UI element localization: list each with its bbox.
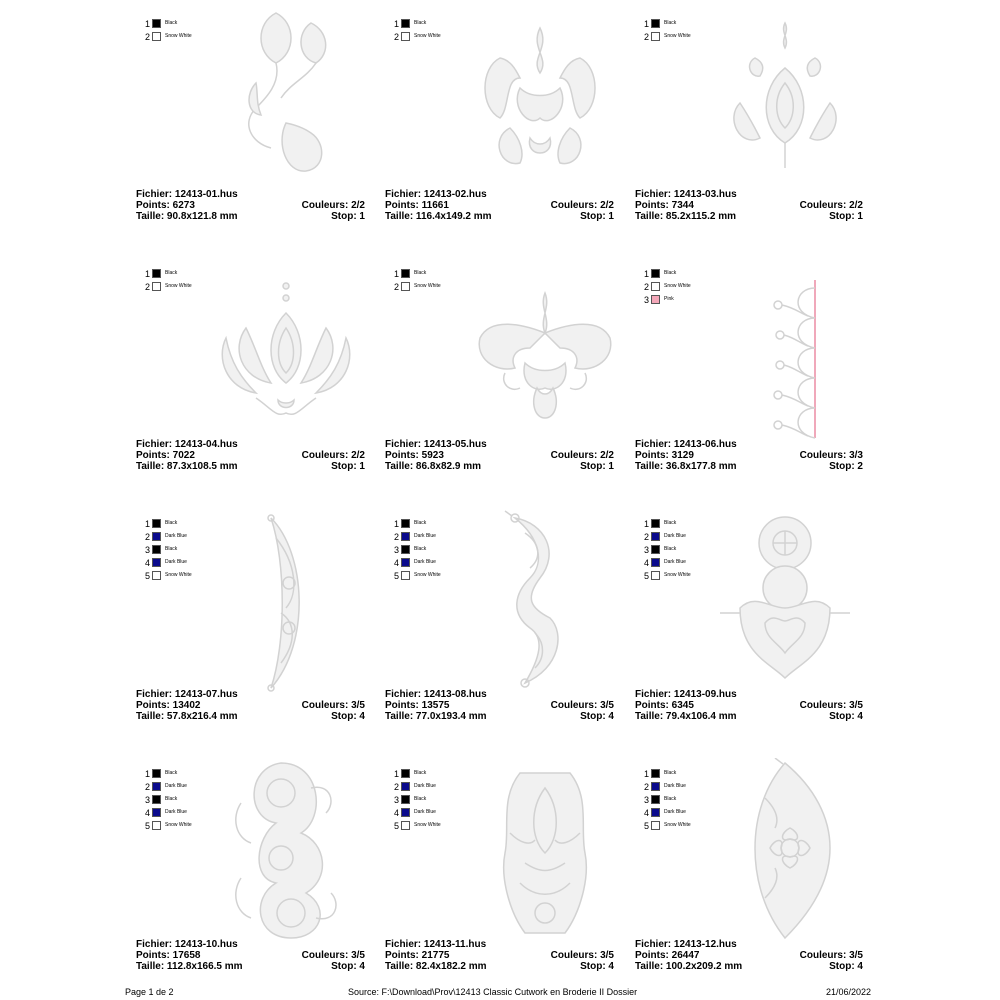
thread-number: 4 <box>144 558 150 568</box>
design-size: Taille: 87.3x108.5 mm <box>136 461 238 472</box>
thread-swatch <box>651 519 660 528</box>
thread-name: Black <box>414 520 427 526</box>
stitch-count: Points: 26447 <box>635 950 700 961</box>
thread-color-row <box>391 531 511 543</box>
thread-swatch <box>152 269 161 278</box>
thread-swatch <box>651 769 660 778</box>
thread-swatch <box>651 269 660 278</box>
thread-number: 4 <box>144 808 150 818</box>
thread-name: Black <box>664 270 677 276</box>
lotus-icon <box>216 278 366 438</box>
thread-number: 2 <box>393 282 399 292</box>
design-size: Taille: 86.8x82.9 mm <box>385 461 481 472</box>
crescent-lace-icon <box>251 513 321 693</box>
thread-number: 4 <box>393 808 399 818</box>
thread-name: Dark Blue <box>414 559 436 565</box>
thread-name: Dark Blue <box>414 533 436 539</box>
thread-number: 1 <box>393 769 399 779</box>
design-size: Taille: 57.8x216.4 mm <box>136 711 238 722</box>
thread-number: 2 <box>144 532 150 542</box>
thread-name: Snow White <box>664 822 691 828</box>
thread-swatch <box>401 532 410 541</box>
thread-swatch <box>401 269 410 278</box>
thread-swatch <box>651 821 660 830</box>
thread-name: Black <box>165 20 178 26</box>
thread-swatch <box>651 808 660 817</box>
design-size: Taille: 82.4x182.2 mm <box>385 961 487 972</box>
stitch-count: Points: 7022 <box>136 450 195 461</box>
design-card <box>136 250 376 500</box>
thread-swatch <box>152 32 161 41</box>
thread-name: Snow White <box>664 33 691 39</box>
file-name: Fichier: 12413-04.hus <box>136 439 238 450</box>
thread-color-row <box>391 557 511 569</box>
thread-swatch <box>401 782 410 791</box>
thread-swatch <box>651 795 660 804</box>
design-card <box>136 0 376 250</box>
stitch-count: Points: 13402 <box>136 700 201 711</box>
thread-name: Dark Blue <box>664 809 686 815</box>
thread-swatch <box>152 795 161 804</box>
thread-number: 1 <box>144 19 150 29</box>
thread-name: Black <box>664 520 677 526</box>
thread-number: 5 <box>643 821 649 831</box>
page-number: Page 1 de 2 <box>125 987 174 997</box>
thread-number: 1 <box>393 269 399 279</box>
thread-number: 1 <box>643 519 649 529</box>
thread-color-row <box>641 268 761 280</box>
design-card <box>385 250 625 500</box>
thread-name: Snow White <box>414 822 441 828</box>
stop-count: Stop: 4 <box>331 961 365 972</box>
thread-swatch <box>651 282 660 291</box>
floral-scroll-icon <box>216 3 356 183</box>
stop-count: Stop: 2 <box>829 461 863 472</box>
color-count: Couleurs: 3/5 <box>550 950 614 961</box>
thread-swatch <box>152 821 161 830</box>
thread-swatch <box>152 558 161 567</box>
color-count: Couleurs: 2/2 <box>550 200 614 211</box>
color-count: Couleurs: 3/3 <box>799 450 863 461</box>
thread-number: 3 <box>144 545 150 555</box>
thread-number: 2 <box>144 782 150 792</box>
thread-number: 2 <box>643 32 649 42</box>
file-name: Fichier: 12413-10.hus <box>136 939 238 950</box>
file-name: Fichier: 12413-06.hus <box>635 439 737 450</box>
thread-name: Black <box>414 770 427 776</box>
design-card <box>385 500 625 750</box>
thread-swatch <box>401 821 410 830</box>
thread-number: 3 <box>393 545 399 555</box>
thread-name: Black <box>165 770 178 776</box>
thread-number: 2 <box>393 32 399 42</box>
thread-swatch <box>651 295 660 304</box>
thread-name: Dark Blue <box>165 533 187 539</box>
heart-circles-icon <box>720 513 850 688</box>
thread-number: 3 <box>643 545 649 555</box>
thread-swatch <box>401 769 410 778</box>
thread-swatch <box>651 32 660 41</box>
thread-number: 3 <box>393 795 399 805</box>
thread-name: Dark Blue <box>165 809 187 815</box>
thread-name: Dark Blue <box>414 783 436 789</box>
thread-color-row <box>391 268 511 280</box>
file-name: Fichier: 12413-05.hus <box>385 439 487 450</box>
stitch-count: Points: 21775 <box>385 950 450 961</box>
thread-swatch <box>152 545 161 554</box>
thread-number: 1 <box>393 19 399 29</box>
thread-number: 2 <box>393 532 399 542</box>
thread-color-row <box>391 570 511 582</box>
thread-name: Dark Blue <box>664 533 686 539</box>
thread-swatch <box>152 532 161 541</box>
stop-count: Stop: 4 <box>580 711 614 722</box>
thread-name: Black <box>165 520 178 526</box>
thread-name: Dark Blue <box>165 783 187 789</box>
thread-name: Dark Blue <box>664 783 686 789</box>
thread-swatch <box>401 571 410 580</box>
thread-swatch <box>152 769 161 778</box>
thread-name: Snow White <box>664 283 691 289</box>
thread-color-row <box>391 544 511 556</box>
thread-name: Black <box>414 546 427 552</box>
stop-count: Stop: 1 <box>829 211 863 222</box>
thread-swatch <box>152 519 161 528</box>
color-count: Couleurs: 3/5 <box>799 700 863 711</box>
thread-number: 5 <box>144 821 150 831</box>
thread-color-row <box>142 570 262 582</box>
lace-panel-icon <box>490 768 600 943</box>
thread-swatch <box>401 282 410 291</box>
stop-count: Stop: 1 <box>331 461 365 472</box>
thread-name: Snow White <box>414 33 441 39</box>
file-name: Fichier: 12413-08.hus <box>385 689 487 700</box>
design-card <box>385 750 625 1000</box>
color-count: Couleurs: 3/5 <box>550 700 614 711</box>
source-path: Source: F:\Download\Prov\12413 Classic Cutwork en Broderie II Dossier <box>348 987 638 997</box>
thread-swatch <box>152 782 161 791</box>
stop-count: Stop: 4 <box>580 961 614 972</box>
thread-name: Black <box>165 796 178 802</box>
color-count: Couleurs: 2/2 <box>301 200 365 211</box>
thread-name: Snow White <box>664 572 691 578</box>
thread-name: Black <box>664 796 677 802</box>
design-card <box>136 500 376 750</box>
thread-name: Black <box>414 796 427 802</box>
thread-number: 2 <box>643 282 649 292</box>
color-count: Couleurs: 3/5 <box>799 950 863 961</box>
thread-name: Black <box>414 270 427 276</box>
design-size: Taille: 85.2x115.2 mm <box>635 211 736 222</box>
thread-name: Black <box>414 20 427 26</box>
thread-name: Dark Blue <box>414 809 436 815</box>
thread-number: 5 <box>393 821 399 831</box>
stop-count: Stop: 4 <box>829 711 863 722</box>
file-name: Fichier: 12413-12.hus <box>635 939 737 950</box>
thread-swatch <box>152 282 161 291</box>
thread-number: 1 <box>144 519 150 529</box>
design-card <box>136 750 376 1000</box>
stitch-count: Points: 17658 <box>136 950 201 961</box>
thread-name: Dark Blue <box>664 559 686 565</box>
floral-medallion-icon <box>470 18 610 178</box>
thread-color-row <box>142 544 262 556</box>
thread-name: Black <box>165 270 178 276</box>
thread-swatch <box>401 32 410 41</box>
thread-number: 3 <box>144 795 150 805</box>
scallop-border-icon <box>770 278 830 443</box>
thread-number: 2 <box>144 32 150 42</box>
thread-number: 2 <box>393 782 399 792</box>
thread-swatch <box>401 545 410 554</box>
thread-number: 2 <box>643 532 649 542</box>
thread-number: 5 <box>144 571 150 581</box>
cutwork-swirl-icon <box>226 758 356 943</box>
stop-count: Stop: 1 <box>331 211 365 222</box>
half-flower-lace-icon <box>735 758 845 943</box>
design-size: Taille: 79.4x106.4 mm <box>635 711 737 722</box>
design-size: Taille: 90.8x121.8 mm <box>136 211 238 222</box>
thread-color-row <box>142 531 262 543</box>
file-name: Fichier: 12413-11.hus <box>385 939 487 950</box>
thread-number: 2 <box>643 782 649 792</box>
thread-name: Snow White <box>165 283 192 289</box>
stitch-count: Points: 5923 <box>385 450 444 461</box>
thread-swatch <box>651 571 660 580</box>
thread-number: 1 <box>643 269 649 279</box>
thread-color-row <box>641 294 761 306</box>
thread-color-row <box>142 518 262 530</box>
thread-number: 5 <box>393 571 399 581</box>
thread-number: 1 <box>393 519 399 529</box>
thread-name: Snow White <box>165 33 192 39</box>
thread-swatch <box>651 19 660 28</box>
thread-name: Snow White <box>165 822 192 828</box>
stitch-count: Points: 13575 <box>385 700 450 711</box>
thread-name: Snow White <box>414 572 441 578</box>
thread-number: 3 <box>643 295 649 305</box>
design-card <box>635 750 875 1000</box>
thread-name: Pink <box>664 296 674 302</box>
thread-number: 1 <box>643 19 649 29</box>
thread-color-row <box>142 557 262 569</box>
thread-number: 3 <box>643 795 649 805</box>
design-size: Taille: 100.2x209.2 mm <box>635 961 743 972</box>
file-name: Fichier: 12413-03.hus <box>635 189 737 200</box>
thread-number: 2 <box>144 282 150 292</box>
thread-number: 1 <box>144 269 150 279</box>
thread-swatch <box>401 519 410 528</box>
print-date: 21/06/2022 <box>826 987 872 997</box>
thread-swatch <box>651 558 660 567</box>
design-size: Taille: 112.8x166.5 mm <box>136 961 243 972</box>
stitch-count: Points: 6273 <box>136 200 195 211</box>
thread-swatch <box>651 545 660 554</box>
thread-swatch <box>152 808 161 817</box>
design-card <box>635 500 875 750</box>
file-name: Fichier: 12413-01.hus <box>136 189 238 200</box>
stitch-count: Points: 7344 <box>635 200 694 211</box>
thread-swatch <box>401 808 410 817</box>
thread-number: 4 <box>393 558 399 568</box>
thread-color-row <box>641 281 761 293</box>
wave-lace-icon <box>500 508 580 693</box>
stitch-count: Points: 6345 <box>635 700 694 711</box>
thread-name: Dark Blue <box>165 559 187 565</box>
design-size: Taille: 116.4x149.2 mm <box>385 211 492 222</box>
color-count: Couleurs: 3/5 <box>301 700 365 711</box>
file-name: Fichier: 12413-07.hus <box>136 689 238 700</box>
thread-number: 1 <box>643 769 649 779</box>
color-count: Couleurs: 2/2 <box>550 450 614 461</box>
thread-name: Black <box>664 770 677 776</box>
stop-count: Stop: 1 <box>580 211 614 222</box>
thread-name: Black <box>664 546 677 552</box>
design-card <box>635 250 875 500</box>
thread-name: Black <box>165 546 178 552</box>
stop-count: Stop: 4 <box>331 711 365 722</box>
stop-count: Stop: 4 <box>829 961 863 972</box>
thread-swatch <box>651 782 660 791</box>
design-card <box>385 0 625 250</box>
color-count: Couleurs: 2/2 <box>799 200 863 211</box>
file-name: Fichier: 12413-09.hus <box>635 689 737 700</box>
thread-swatch <box>152 19 161 28</box>
stitch-count: Points: 3129 <box>635 450 694 461</box>
design-card <box>635 0 875 250</box>
thread-number: 4 <box>643 808 649 818</box>
color-count: Couleurs: 3/5 <box>301 950 365 961</box>
thread-number: 5 <box>643 571 649 581</box>
thread-number: 4 <box>643 558 649 568</box>
thread-swatch <box>401 558 410 567</box>
thread-name: Black <box>664 20 677 26</box>
thread-name: Snow White <box>414 283 441 289</box>
thread-name: Snow White <box>165 572 192 578</box>
thread-swatch <box>152 571 161 580</box>
thread-number: 1 <box>144 769 150 779</box>
thread-swatch <box>651 532 660 541</box>
file-name: Fichier: 12413-02.hus <box>385 189 487 200</box>
fleur-icon <box>475 288 615 428</box>
design-size: Taille: 77.0x193.4 mm <box>385 711 487 722</box>
color-count: Couleurs: 2/2 <box>301 450 365 461</box>
thread-swatch <box>401 795 410 804</box>
thread-color-row <box>391 518 511 530</box>
paisley-drop-icon <box>725 18 845 183</box>
stop-count: Stop: 1 <box>580 461 614 472</box>
design-size: Taille: 36.8x177.8 mm <box>635 461 737 472</box>
thread-swatch <box>401 19 410 28</box>
stitch-count: Points: 11661 <box>385 200 449 211</box>
